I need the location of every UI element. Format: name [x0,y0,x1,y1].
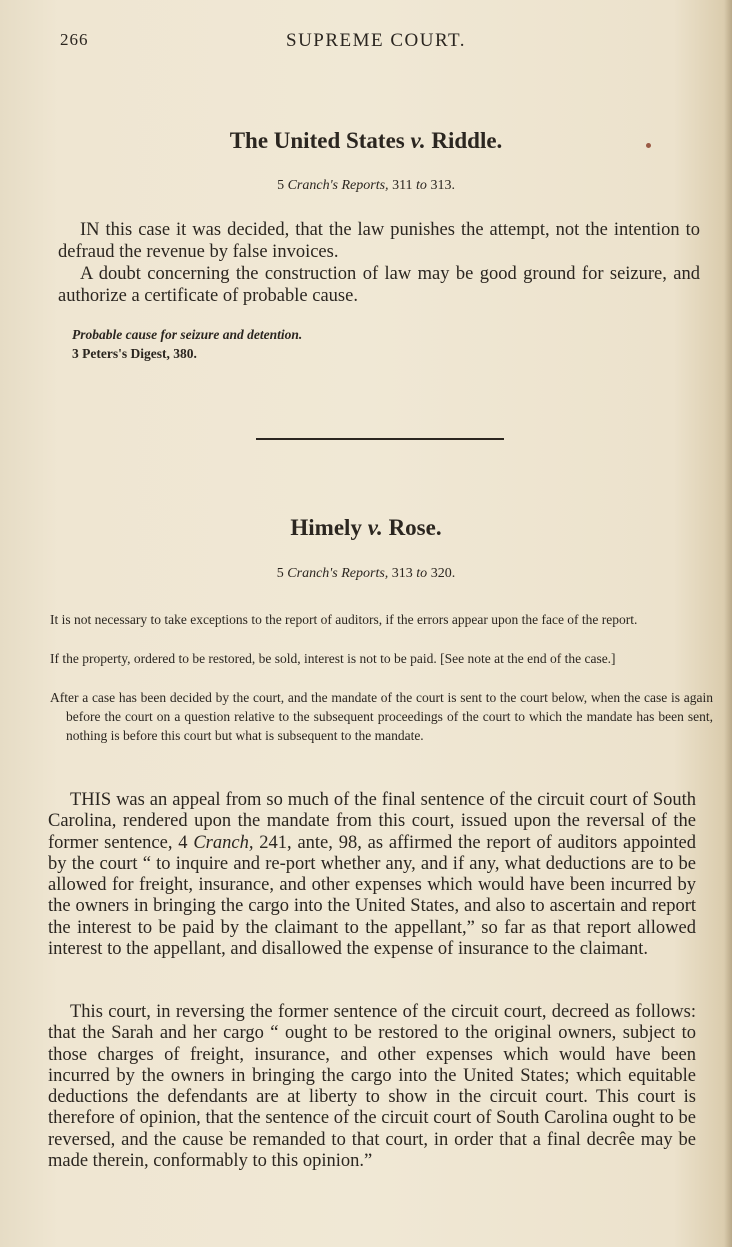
running-title: SUPREME COURT. [286,30,466,51]
syllabus-item: It is not necessary to take exceptions to the report of auditors, if the errors appear upon the face of the report. [50,612,638,627]
riddle-headnote [72,325,302,363]
case-title-part2: Rose. [382,515,442,540]
case-citation-riddle [0,178,732,194]
case-title-part1: The United States [229,128,411,153]
opinion-paragraph-2: This court, in reversing the former sentence of the circuit court, decreed as follows: that the Sarah and her cargo “ ought to be restored to the original owners, subject to those charges of freight, insurance, and other expenses which would have been incurred by the owners in bringing the cargo into the United States; which equitable deductions the defendants are at liberty to show in the circuit court. This court is therefore of opinion, that the sentence of the circuit court of South Carolina ought to be reversed, and the cause be remanded to that court, in order that a final decrêe may be made therein, conformably to this opinion.” [48,1002,696,1172]
case-citation-himely [0,566,732,582]
opinion-text: THIS was an appeal from so much of the final sentence of the circuit court of South Carolina, rendered upon the mandate from this court, issued upon the reversal of the former sentence, 4 [48,790,696,853]
case-title-himely [0,515,732,541]
case-title-versus: v. [367,515,383,540]
citation-page-end: 313. [426,178,455,193]
paper-speck [646,143,651,148]
citation-page-start: 311 [388,178,417,193]
opinion-paragraph-1 [48,790,696,960]
riddle-holding-paragraph: IN this case it was decided, that the law punishes the attempt, not the intention to defraud the revenue by false invoices. [58,220,700,262]
case-title-riddle [0,128,732,154]
citation-reporter: Cranch's Reports, [287,178,389,193]
headnote-reference: 3 Peters's Digest, 380. [72,346,197,361]
section-divider-rule [256,438,504,440]
headnote-topic: Probable cause for seizure and detention. [72,327,303,342]
citation-page-end: 320. [427,566,456,581]
riddle-doubt-paragraph: A doubt concerning the construction of law may be good ground for seizure, and authorize a certificate of probable cause. [58,264,700,306]
syllabus-item: If the property, ordered to be restored, be sold, interest is not to be paid. [See note at the end of the case.] [50,651,616,666]
opinion-citation-reporter: Cranch, [193,832,254,853]
citation-volume: 5 [277,178,288,193]
citation-to: to [416,566,428,581]
case-title-versus: v. [410,128,426,153]
page-number: 266 [60,30,89,49]
running-head [60,30,692,54]
opinion-text: 241, ante, 98, as affirmed the report of auditors appointed by the court “ to inquire and re-port whether any, and if any, what deductions are to be allowed for freight, insurance, and other expenses which would have been incurred by the owners in bringing the cargo into the United States, and also to ascertain and report the interest to be paid by the claimant to the appellant,” so far as that report allowed interest to the appellant, and disallowed the expense of insurance to the claimant. [48,832,696,960]
syllabus-item: After a case has been decided by the court, and the mandate of the court is sent to the court below, when the case is again before the court on a question relative to the subsequent proceedings of the court to which the mandate has been sent, nothing is before this court but what is subsequent to the mandate. [50,690,713,743]
case-title-part2: Riddle. [425,128,503,153]
case-title-part1: Himely [290,515,368,540]
citation-volume: 5 [276,566,288,581]
citation-to: to [416,178,427,193]
citation-page-start: 313 [388,566,417,581]
citation-reporter: Cranch's Reports, [287,566,389,581]
